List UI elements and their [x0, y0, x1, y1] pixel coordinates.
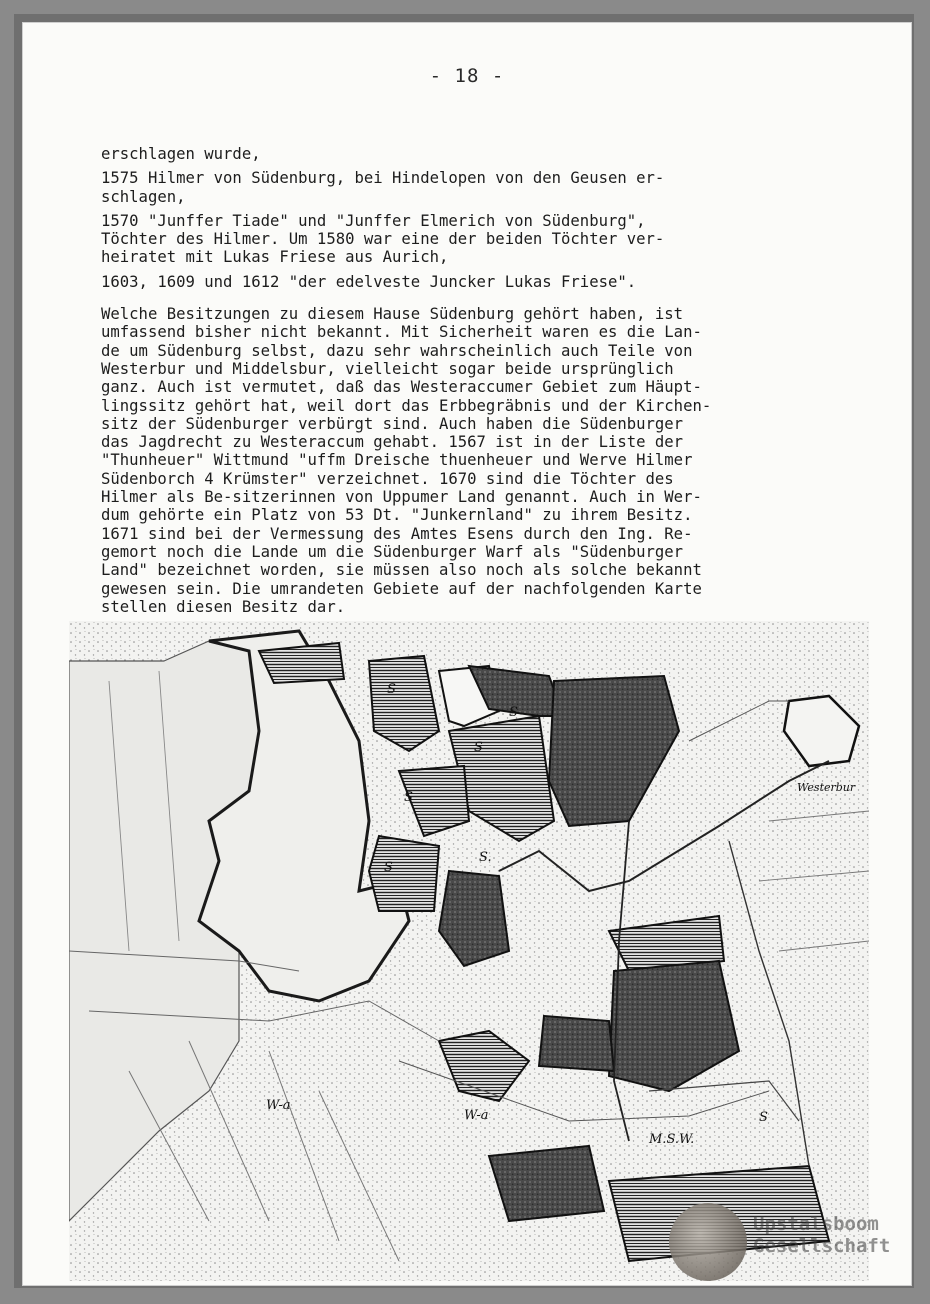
- text-line: heiratet mit Lukas Friese aus Aurich,: [101, 248, 449, 267]
- text-line: gemort noch die Lande um die Südenburger Warf als "Südenburger: [101, 542, 684, 561]
- map-parcel-hatched: [259, 643, 344, 683]
- text-line: 1570 "Junffer Tiade" und "Junffer Elmerich von Südenburg",: [101, 211, 646, 230]
- text-line: sitz der Südenburger verbürgt sind. Auch haben die Südenburger: [101, 414, 684, 433]
- map-label: M.S.W.: [649, 1132, 695, 1147]
- map-parcel-dark: [489, 1146, 604, 1221]
- entry-1: [101, 145, 841, 163]
- text-line: Westerbur und Middelsbur, vielleicht sogar beide ursprünglich: [101, 359, 674, 378]
- map-label: S: [759, 1110, 768, 1125]
- text-line: 1671 sind bei der Vermessung des Amtes Esens durch den Ing. Re-: [101, 524, 693, 543]
- entry-3: [101, 212, 841, 267]
- entry-4: [101, 273, 841, 291]
- text-line: umfassend bisher nicht bekannt. Mit Sicherheit waren es die Lan-: [101, 323, 702, 342]
- text-line: das Jagdrecht zu Westeraccum gehabt. 1567 ist in der Liste der: [101, 433, 684, 452]
- text-line: schlagen,: [101, 187, 186, 206]
- map-label: S: [384, 860, 393, 875]
- text-line: stellen diesen Besitz dar.: [101, 597, 346, 616]
- text-line: lingssitz gehört hat, weil dort das Erbbegräbnis und der Kirchen-: [101, 396, 712, 415]
- text-line: Töchter des Hilmer. Um 1580 war eine der beiden Töchter ver-: [101, 230, 665, 249]
- watermark-text: [753, 1213, 890, 1257]
- watermark: [669, 1203, 909, 1283]
- page-number: - 18 -: [429, 65, 505, 87]
- text-line: ganz. Auch ist vermutet, daß das Westeraccumer Gebiet zum Häupt-: [101, 378, 702, 397]
- paragraph: [101, 305, 841, 616]
- map-label: Westerbur: [797, 781, 856, 794]
- text-line: "Thunheuer" Wittmund "uffm Dreische thuenheuer und Werve Hilmer: [101, 451, 693, 470]
- entry-2: [101, 169, 841, 206]
- map-parcel-dark: [539, 1016, 614, 1071]
- estate-map: [69, 621, 869, 1281]
- text-line: Land" bezeichnet worden, sie müssen also noch als solche bekannt: [101, 561, 702, 580]
- watermark-line: Gesellschaft: [753, 1235, 891, 1257]
- map-label: W-a: [266, 1098, 291, 1113]
- map-label: S.: [479, 850, 492, 865]
- text-line: erschlagen wurde,: [101, 145, 261, 163]
- document-page: [22, 22, 912, 1286]
- map-parcel-hatched: [369, 836, 439, 911]
- text-line: Südenborch 4 Krümster" verzeichnet. 1670 sind die Töchter des: [101, 469, 674, 488]
- text-line: 1575 Hilmer von Südenburg, bei Hindelopen von den Geusen er-: [101, 169, 665, 188]
- text-line: 1603, 1609 und 1612 "der edelveste Juncker Lukas Friese".: [101, 272, 637, 291]
- map-label: S: [387, 682, 396, 697]
- text-line: Hilmer als Be-sitzerinnen von Uppumer Land genannt. Auch in Wer-: [101, 488, 702, 507]
- text-line: dum gehörte ein Platz von 53 Dt. "Junkernland" zu ihrem Besitz.: [101, 506, 693, 525]
- text-line: Welche Besitzungen zu diesem Hause Südenburg gehört haben, ist: [101, 305, 684, 324]
- map-label: S: [474, 740, 483, 755]
- text-line: de um Südenburg selbst, dazu sehr wahrscheinlich auch Teile von: [101, 341, 693, 360]
- text-line: gewesen sein. Die umrandeten Gebiete auf der nachfolgenden Karte: [101, 579, 702, 598]
- map-label: S: [404, 790, 413, 805]
- seal-icon: [669, 1203, 747, 1281]
- body-text: [101, 145, 841, 616]
- map-label: W-a: [464, 1108, 489, 1123]
- watermark-line: Upstalsboom: [753, 1213, 879, 1235]
- map-label: S: [509, 705, 518, 720]
